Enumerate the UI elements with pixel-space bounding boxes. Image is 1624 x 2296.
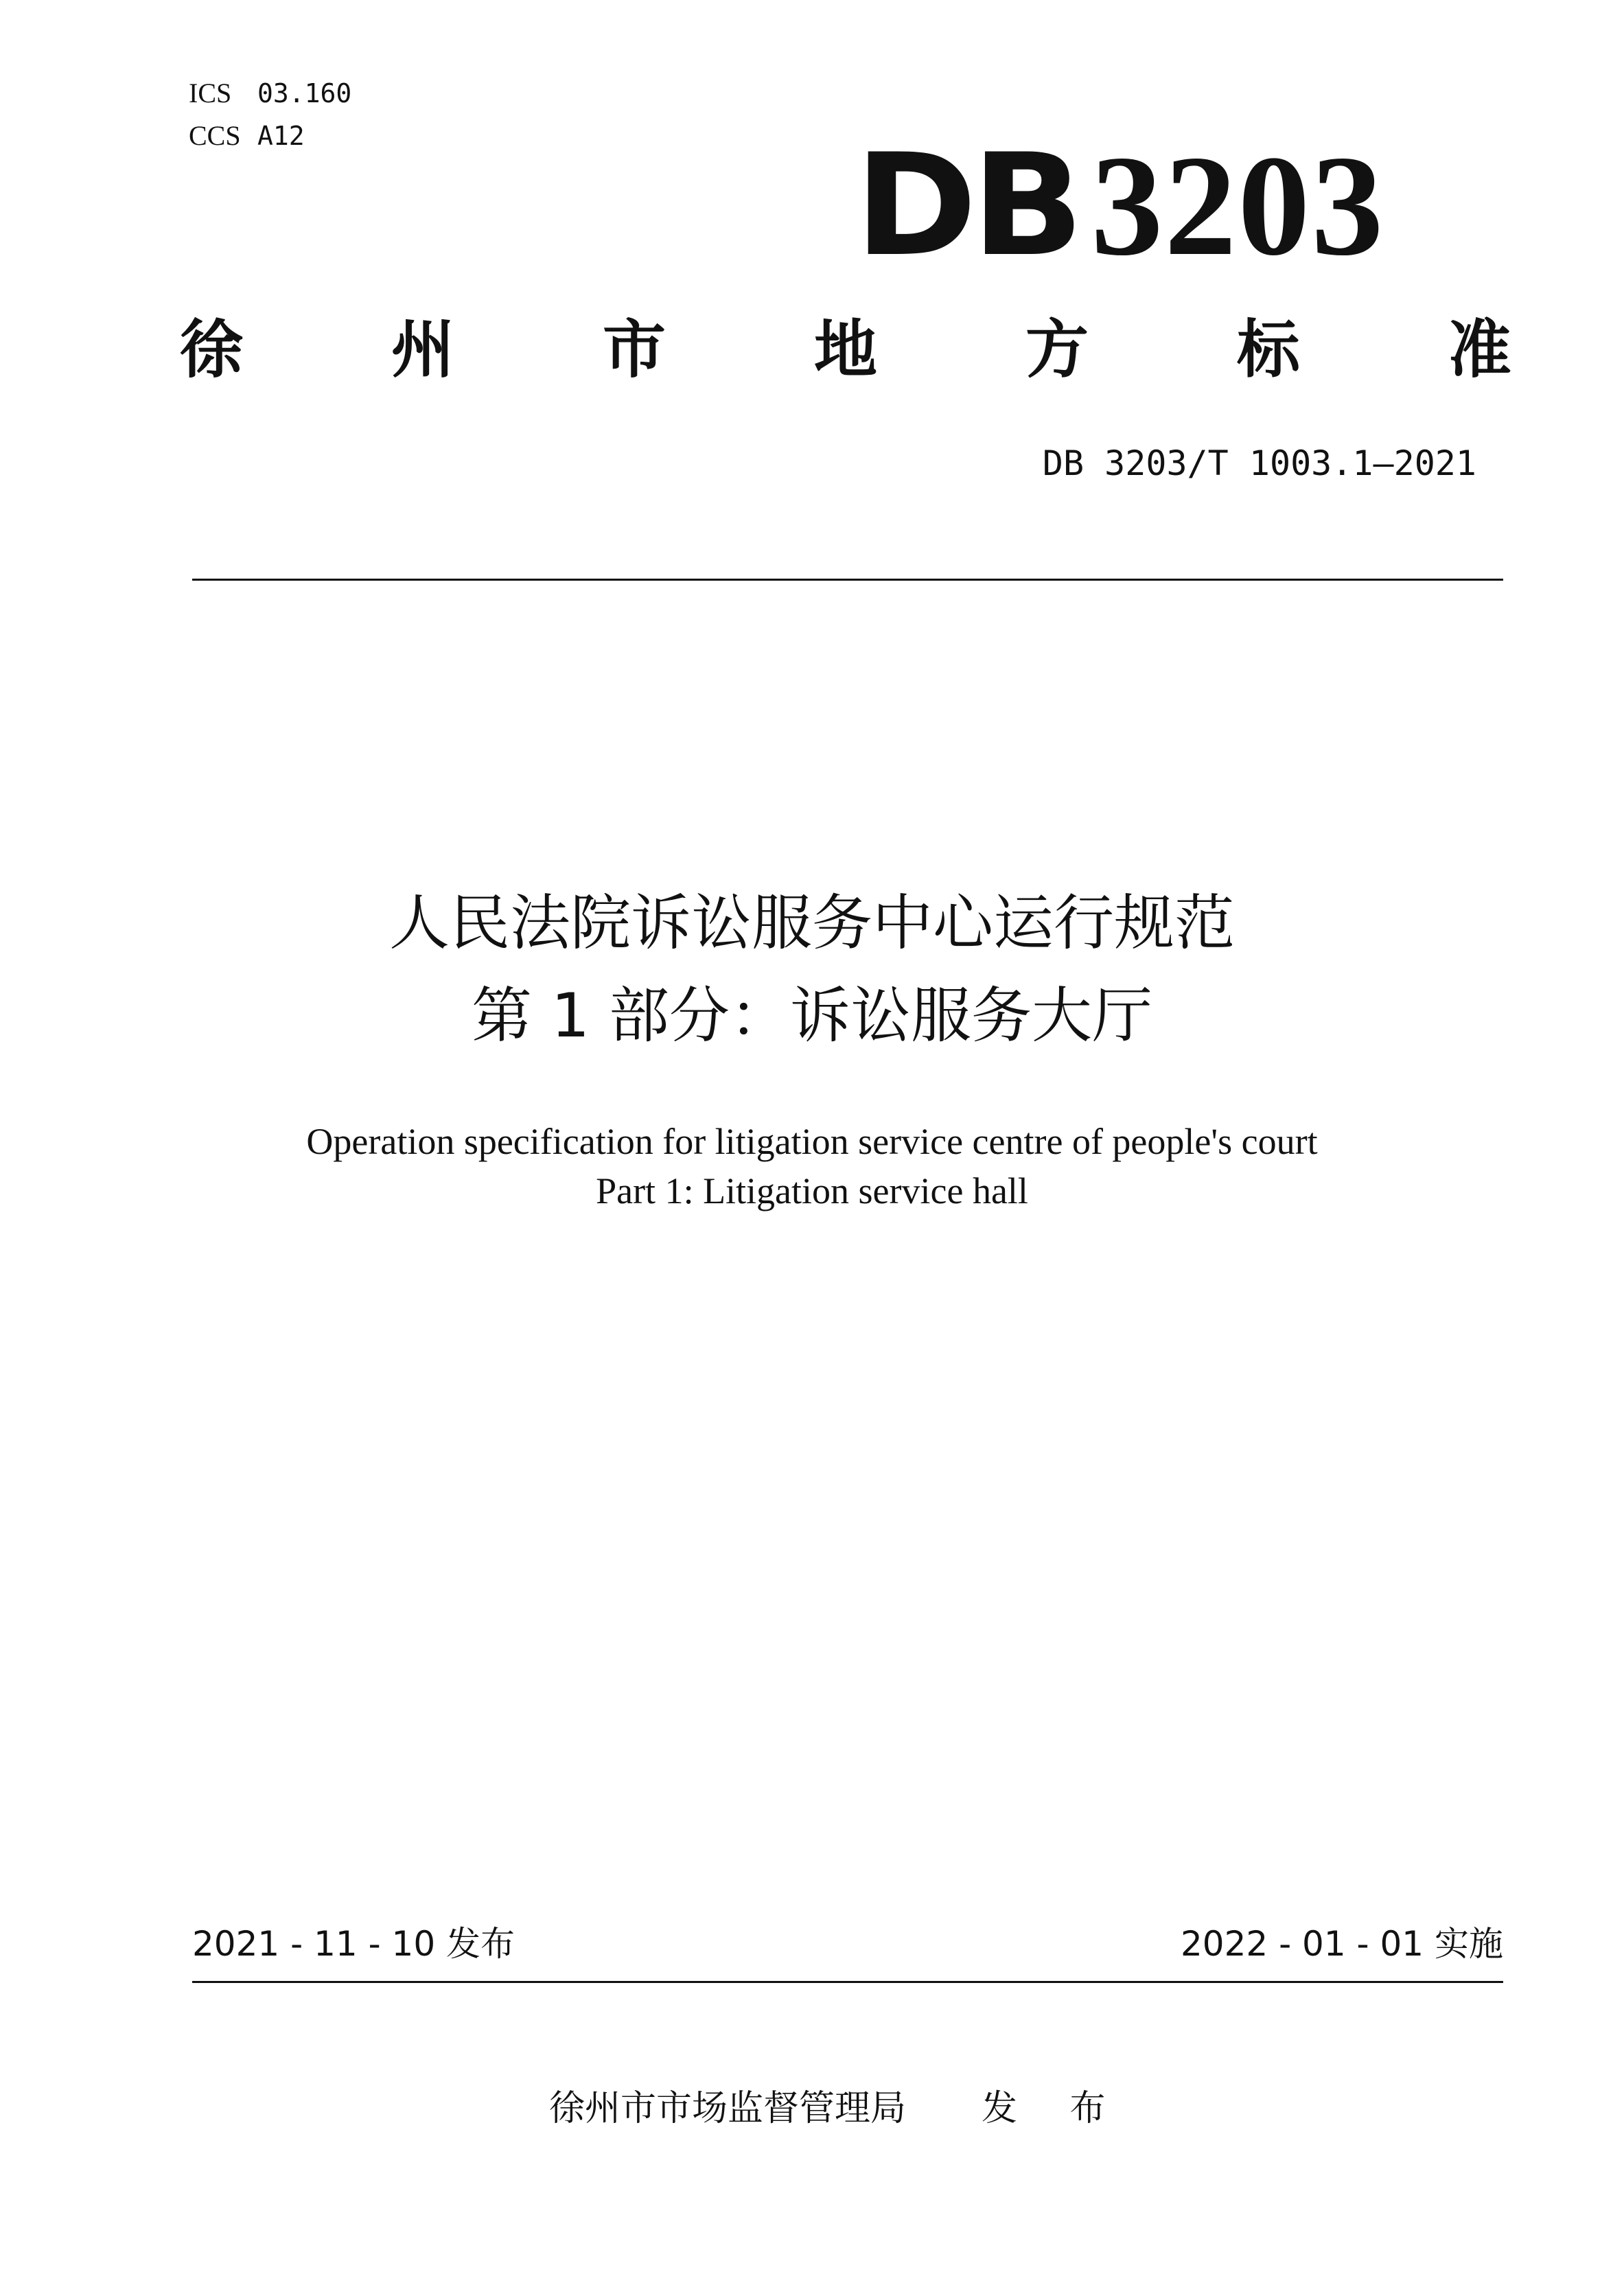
footer-divider <box>192 1981 1503 1983</box>
standard-type-char: 标 <box>1236 313 1300 386</box>
ics-code <box>189 77 351 115</box>
ics-value: 03.160 <box>257 78 352 108</box>
title-cn-line2: 第 1 部分：诉讼服务大厅 <box>472 980 1152 1051</box>
standard-mark-prefix: DB <box>855 124 1078 288</box>
title-en-line1: Operation specification for litigation service centre of people's court <box>306 1121 1318 1162</box>
standard-type-char: 徐 <box>180 313 244 386</box>
title-en-line2: Part 1: Litigation service hall <box>596 1170 1028 1211</box>
ccs-code <box>189 119 305 158</box>
standard-number: DB 3203/T 1003.1—2021 <box>1042 443 1476 483</box>
standard-mark <box>855 124 1385 288</box>
standard-type-char: 市 <box>602 313 666 386</box>
standard-type-char: 地 <box>813 313 877 386</box>
implementation-date: 2022 - 01 - 01 实施 <box>1180 1924 1503 1964</box>
ccs-value: A12 <box>257 121 305 151</box>
issue-date: 2021 - 11 - 10 发布 <box>192 1924 515 1964</box>
standard-type-heading <box>180 312 1511 388</box>
standard-mark-number: 3203 <box>1091 126 1385 286</box>
standard-type-char: 方 <box>1025 313 1089 386</box>
ccs-label: CCS <box>189 120 241 151</box>
header-divider <box>192 579 1503 581</box>
ics-label: ICS <box>189 78 232 108</box>
standard-type-char: 州 <box>391 313 454 386</box>
issuer-name: 徐州市市场监督管理局 <box>549 2088 907 2129</box>
issuer-action: 发 布 <box>982 2088 1126 2129</box>
title-cn-line1: 人民法院诉讼服务中心运行规范 <box>388 888 1235 958</box>
standard-type-char: 准 <box>1448 313 1511 386</box>
issuer <box>549 2087 1126 2131</box>
